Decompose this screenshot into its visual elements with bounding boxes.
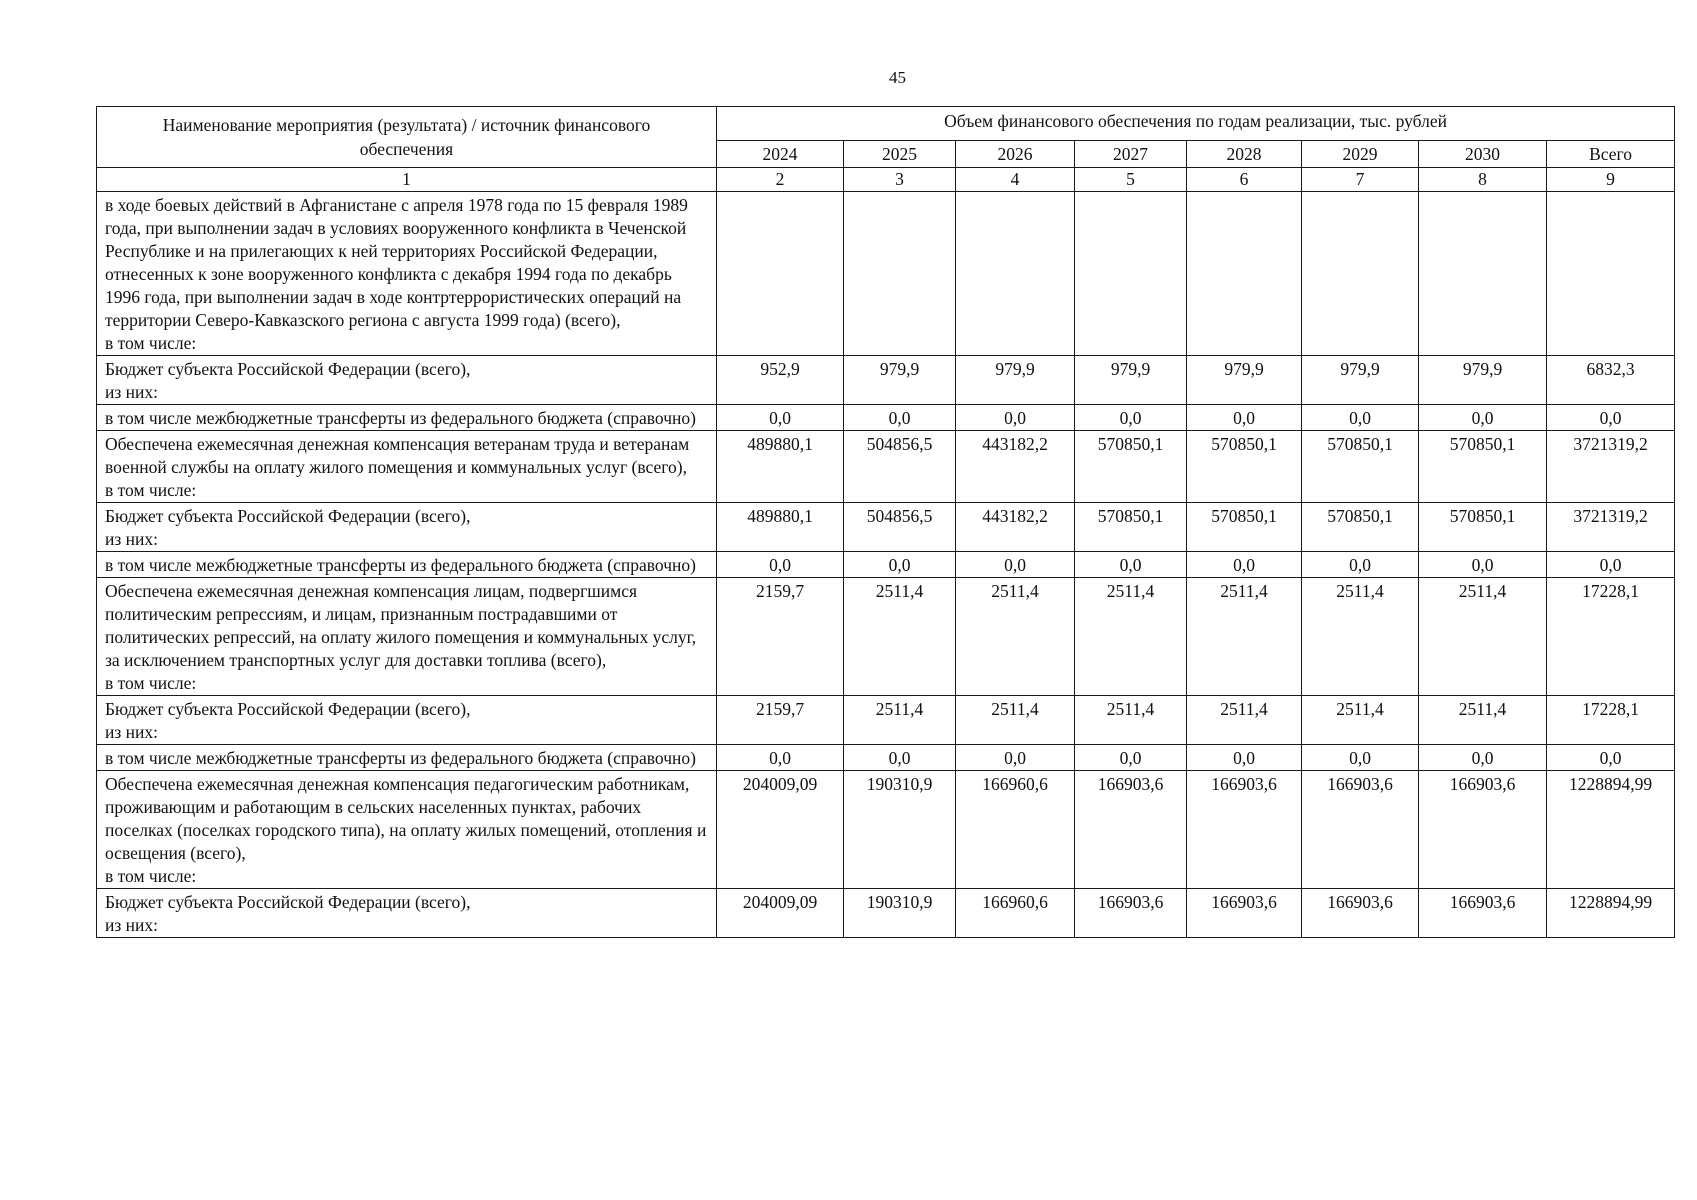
row-value-cell: 0,0 — [956, 552, 1075, 578]
row-value-cell: 504856,5 — [844, 431, 956, 503]
row-value-cell: 570850,1 — [1419, 431, 1547, 503]
row-value-cell — [1419, 192, 1547, 356]
row-name-cell: Бюджет субъекта Российской Федерации (всего), из них: — [97, 889, 717, 938]
row-value-cell: 489880,1 — [717, 431, 844, 503]
row-value-cell: 0,0 — [1302, 405, 1419, 431]
row-value-cell: 0,0 — [956, 745, 1075, 771]
row-value-cell: 204009,09 — [717, 771, 844, 889]
table-body — [97, 192, 1675, 938]
row-value-cell: 0,0 — [1419, 745, 1547, 771]
row-value-cell: 0,0 — [1547, 405, 1675, 431]
table-row — [97, 431, 1675, 503]
row-value-cell: 2511,4 — [956, 696, 1075, 745]
row-value-cell: 2511,4 — [1302, 696, 1419, 745]
column-number-cell: 1 — [97, 168, 717, 192]
row-value-cell: 6832,3 — [1547, 356, 1675, 405]
row-value-cell: 2511,4 — [1302, 578, 1419, 696]
table-row — [97, 696, 1675, 745]
header-year-cell: 2026 — [956, 141, 1075, 168]
table-row — [97, 405, 1675, 431]
row-value-cell: 0,0 — [1302, 745, 1419, 771]
row-value-cell: 2511,4 — [1075, 696, 1187, 745]
row-value-cell: 166903,6 — [1302, 889, 1419, 938]
row-value-cell: 166903,6 — [1419, 889, 1547, 938]
row-value-cell: 166960,6 — [956, 771, 1075, 889]
header-name-cell: Наименование мероприятия (результата) / источник финансового обеспечения — [97, 107, 717, 168]
row-value-cell — [1187, 192, 1302, 356]
row-value-cell: 166903,6 — [1075, 771, 1187, 889]
row-value-cell: 166903,6 — [1187, 889, 1302, 938]
row-value-cell: 0,0 — [717, 552, 844, 578]
row-value-cell: 0,0 — [844, 552, 956, 578]
row-value-cell: 0,0 — [1075, 405, 1187, 431]
row-value-cell: 0,0 — [1075, 745, 1187, 771]
row-value-cell: 570850,1 — [1187, 503, 1302, 552]
row-value-cell: 0,0 — [1187, 552, 1302, 578]
row-value-cell: 443182,2 — [956, 431, 1075, 503]
row-value-cell: 979,9 — [844, 356, 956, 405]
row-value-cell: 952,9 — [717, 356, 844, 405]
row-value-cell: 0,0 — [1419, 552, 1547, 578]
row-value-cell: 1228894,99 — [1547, 889, 1675, 938]
row-value-cell: 504856,5 — [844, 503, 956, 552]
row-value-cell: 570850,1 — [1075, 431, 1187, 503]
table-row — [97, 578, 1675, 696]
row-value-cell: 0,0 — [1419, 405, 1547, 431]
header-row — [97, 107, 1675, 141]
row-value-cell: 570850,1 — [1302, 431, 1419, 503]
table-row — [97, 552, 1675, 578]
row-value-cell: 2511,4 — [1075, 578, 1187, 696]
row-value-cell — [844, 192, 956, 356]
row-value-cell: 2511,4 — [1419, 578, 1547, 696]
row-value-cell: 1228894,99 — [1547, 771, 1675, 889]
row-value-cell: 166903,6 — [1187, 771, 1302, 889]
row-value-cell: 570850,1 — [1075, 503, 1187, 552]
column-number-cell: 9 — [1547, 168, 1675, 192]
header-year-cell: 2028 — [1187, 141, 1302, 168]
header-year-cell: 2029 — [1302, 141, 1419, 168]
row-value-cell — [1075, 192, 1187, 356]
row-value-cell: 979,9 — [1419, 356, 1547, 405]
row-value-cell — [1302, 192, 1419, 356]
row-value-cell: 2511,4 — [1187, 578, 1302, 696]
row-value-cell: 166903,6 — [1419, 771, 1547, 889]
row-value-cell: 190310,9 — [844, 889, 956, 938]
row-value-cell: 2159,7 — [717, 578, 844, 696]
row-name-cell: Обеспечена ежемесячная денежная компенсация педагогическим работникам, проживающим и работающим в сельских населенных пунктах, рабочих поселках (поселках городского типа), на оплату жилых помещений, отопления и освещения (всего), в том числе: — [97, 771, 717, 889]
row-value-cell: 2511,4 — [1419, 696, 1547, 745]
row-value-cell: 0,0 — [1075, 552, 1187, 578]
row-value-cell: 2511,4 — [956, 578, 1075, 696]
row-value-cell: 2511,4 — [844, 696, 956, 745]
row-name-cell: Бюджет субъекта Российской Федерации (всего), из них: — [97, 696, 717, 745]
row-name-cell: Обеспечена ежемесячная денежная компенсация ветеранам труда и ветеранам военной службы на оплату жилого помещения и коммунальных услуг (всего), в том числе: — [97, 431, 717, 503]
row-value-cell: 204009,09 — [717, 889, 844, 938]
row-value-cell: 979,9 — [956, 356, 1075, 405]
column-number-cell: 3 — [844, 168, 956, 192]
column-number-row — [97, 168, 1675, 192]
column-number-cell: 7 — [1302, 168, 1419, 192]
column-number-cell: 5 — [1075, 168, 1187, 192]
row-value-cell: 3721319,2 — [1547, 431, 1675, 503]
table-row — [97, 771, 1675, 889]
row-value-cell: 17228,1 — [1547, 696, 1675, 745]
row-value-cell: 166960,6 — [956, 889, 1075, 938]
row-value-cell: 2511,4 — [844, 578, 956, 696]
row-value-cell: 166903,6 — [1302, 771, 1419, 889]
table-row — [97, 192, 1675, 356]
header-year-cell: 2024 — [717, 141, 844, 168]
row-value-cell — [1547, 192, 1675, 356]
header-volume-cell: Объем финансового обеспечения по годам реализации, тыс. рублей — [717, 107, 1675, 141]
financing-table — [96, 106, 1675, 938]
header-year-cell: 2030 — [1419, 141, 1547, 168]
row-value-cell: 0,0 — [844, 405, 956, 431]
row-value-cell: 570850,1 — [1187, 431, 1302, 503]
row-value-cell: 0,0 — [717, 405, 844, 431]
column-number-cell: 2 — [717, 168, 844, 192]
row-value-cell: 0,0 — [1187, 405, 1302, 431]
row-value-cell: 979,9 — [1187, 356, 1302, 405]
row-value-cell: 166903,6 — [1075, 889, 1187, 938]
page-number: 45 — [889, 68, 906, 87]
row-name-cell: Обеспечена ежемесячная денежная компенсация лицам, подвергшимся политическим репрессиям, и лицам, признанным пострадавшими от политических репрессий, на оплату жилого помещения и коммунальных услуг, за исключением транспортных услуг для доставки топлива (всего), в том числе: — [97, 578, 717, 696]
row-value-cell: 570850,1 — [1302, 503, 1419, 552]
row-name-cell: в ходе боевых действий в Афганистане с апреля 1978 года по 15 февраля 1989 года, при выполнении задач в условиях вооруженного конфликта в Чеченской Республике и на прилегающих к ней территориях Российской Федерации, отнесенных к зоне вооруженного конфликта с декабря 1994 года по декабрь 1996 года, при выполнении задач в ходе контртеррористических операций на территории Северо-Кавказского региона с августа 1999 года) (всего), в том числе: — [97, 192, 717, 356]
row-name-cell: Бюджет субъекта Российской Федерации (всего), из них: — [97, 356, 717, 405]
row-value-cell: 489880,1 — [717, 503, 844, 552]
table-row — [97, 356, 1675, 405]
row-name-cell: Бюджет субъекта Российской Федерации (всего), из них: — [97, 503, 717, 552]
row-value-cell: 17228,1 — [1547, 578, 1675, 696]
column-number-cell: 6 — [1187, 168, 1302, 192]
row-value-cell: 443182,2 — [956, 503, 1075, 552]
row-value-cell: 2511,4 — [1187, 696, 1302, 745]
header-year-cell: 2027 — [1075, 141, 1187, 168]
row-value-cell: 0,0 — [844, 745, 956, 771]
row-value-cell: 3721319,2 — [1547, 503, 1675, 552]
row-name-cell: в том числе межбюджетные трансферты из федерального бюджета (справочно) — [97, 405, 717, 431]
table-row — [97, 503, 1675, 552]
row-name-cell: в том числе межбюджетные трансферты из федерального бюджета (справочно) — [97, 745, 717, 771]
row-value-cell: 190310,9 — [844, 771, 956, 889]
row-value-cell: 2159,7 — [717, 696, 844, 745]
row-value-cell: 570850,1 — [1419, 503, 1547, 552]
row-name-cell: в том числе межбюджетные трансферты из федерального бюджета (справочно) — [97, 552, 717, 578]
row-value-cell: 979,9 — [1075, 356, 1187, 405]
column-number-cell: 8 — [1419, 168, 1547, 192]
row-value-cell: 0,0 — [717, 745, 844, 771]
header-year-cell: 2025 — [844, 141, 956, 168]
row-value-cell: 979,9 — [1302, 356, 1419, 405]
column-number-cell: 4 — [956, 168, 1075, 192]
row-value-cell: 0,0 — [1547, 745, 1675, 771]
row-value-cell: 0,0 — [956, 405, 1075, 431]
row-value-cell: 0,0 — [1187, 745, 1302, 771]
table-row — [97, 889, 1675, 938]
row-value-cell: 0,0 — [1547, 552, 1675, 578]
row-value-cell: 0,0 — [1302, 552, 1419, 578]
header-year-cell: Всего — [1547, 141, 1675, 168]
row-value-cell — [717, 192, 844, 356]
row-value-cell — [956, 192, 1075, 356]
table-row — [97, 745, 1675, 771]
